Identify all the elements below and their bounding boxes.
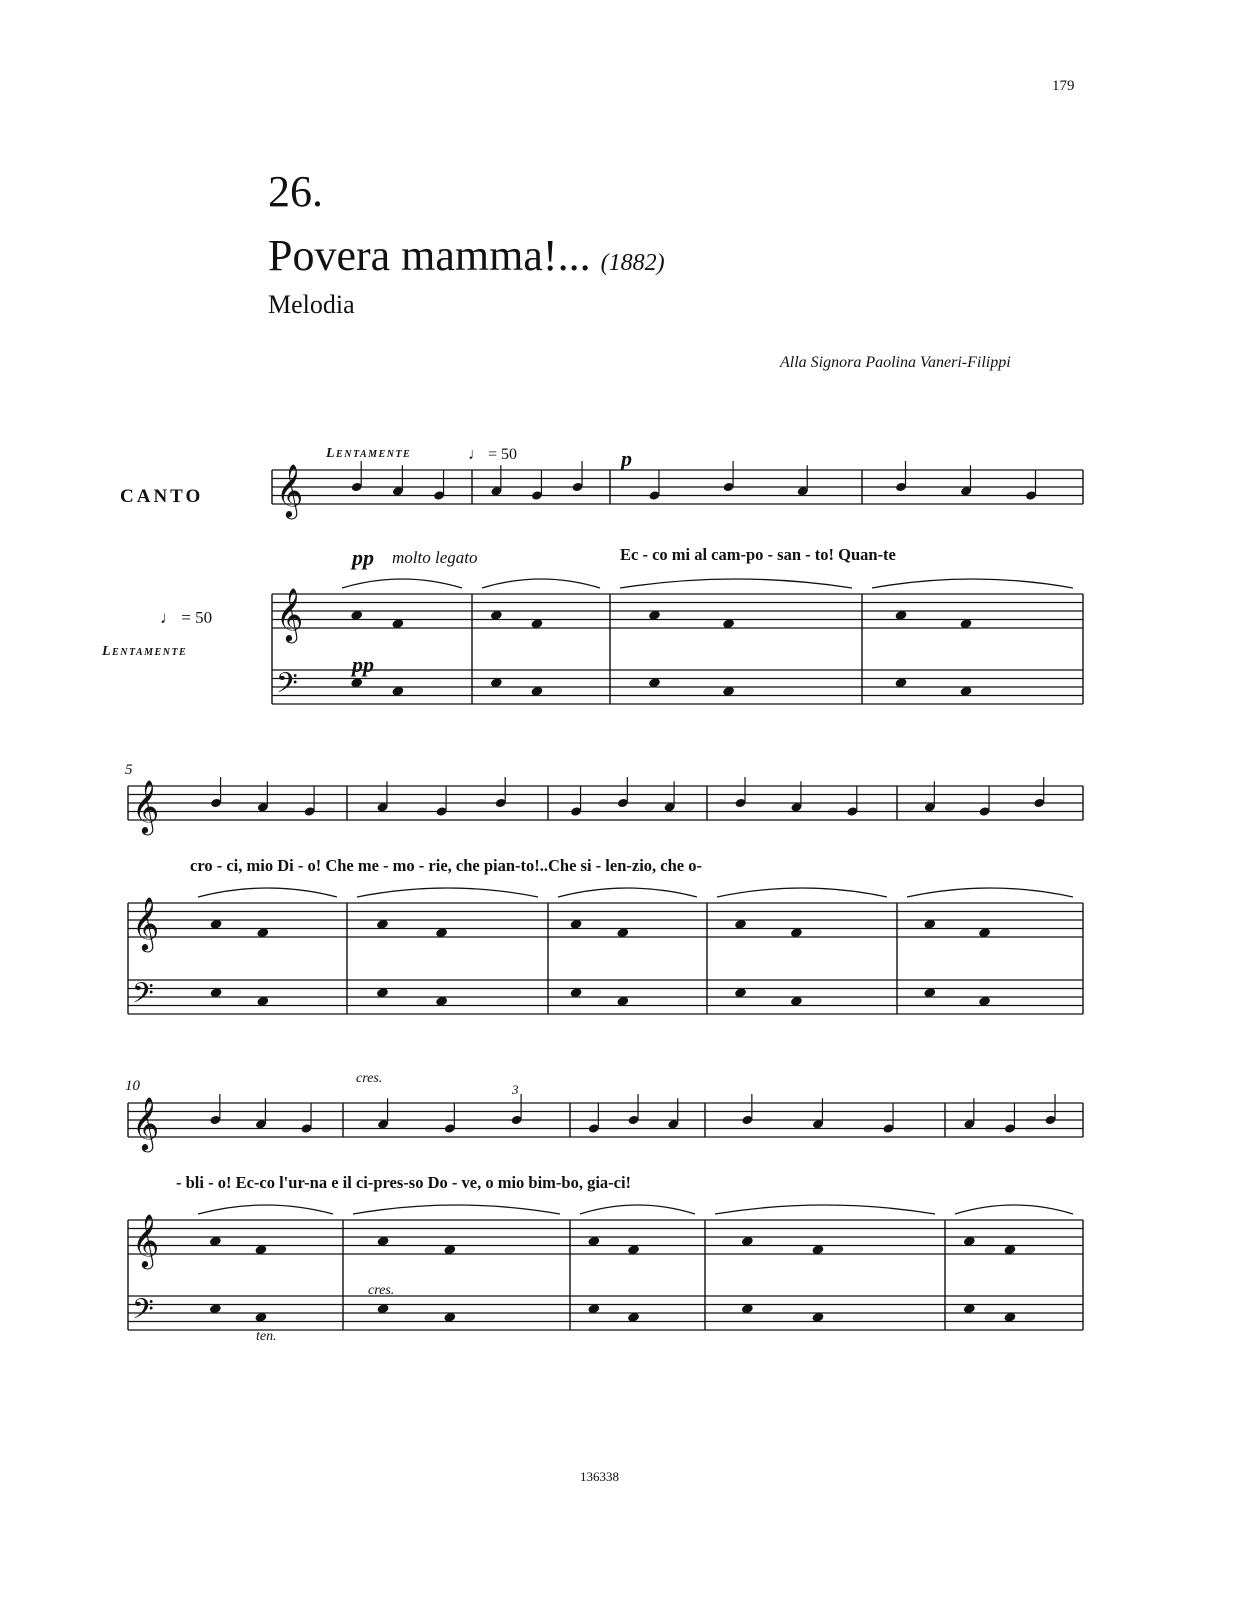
triplet-number: 3 [512,1082,519,1097]
slur [353,1205,560,1214]
piece-genre: Melodia [268,290,355,319]
lyrics-system-1: Ec - co mi al cam-po - san - to! Quan-te [620,545,896,564]
slur [342,579,462,588]
piece-title-text: Povera mamma!... [268,231,591,280]
bass-clef: 𝄢 [276,667,298,707]
tempo-marking-piano: Lentamente [102,644,188,659]
slur [620,579,852,588]
treble-clef: 𝄞 [276,587,304,641]
metronome-marking-piano: ♩ = 50 [160,608,213,627]
footer-plate-number: 136338 [580,1469,619,1484]
slur [580,1205,695,1214]
slur [198,1205,333,1214]
slur [872,579,1073,588]
barlines [128,470,1083,1330]
measure-number-5: 5 [125,762,133,778]
cres-voice: cres. [356,1071,383,1086]
bass-clef: 𝄢 [132,1293,154,1333]
ten-marking: ten. [256,1329,277,1344]
dynamic-p-voice: p [621,446,632,471]
cres-piano: cres. [368,1283,395,1298]
slur [357,888,538,897]
metronome-marking-canto: ♩ = 50 [468,446,518,463]
treble-clef: 𝄞 [132,779,160,833]
slur [198,888,337,897]
dynamic-pp-piano-left: pp [352,652,374,677]
slur [717,888,887,897]
lyrics-system-2: cro - ci, mio Di - o! Che me - mo - rie, che pian-to!..Che si - len-zio, che o- [190,856,702,875]
lyrics-system-3: - bli - o! Ec-co l'ur-na e il ci-pres-so Do - ve, o mio bim-bo, gia-ci! [176,1173,632,1192]
slur [715,1205,935,1214]
slur [907,888,1073,897]
dynamic-pp-piano-right: pp [352,545,374,570]
voice-label: CANTO [120,486,204,507]
page-number: 179 [1052,78,1075,94]
treble-clef: 𝄞 [132,896,160,950]
piece-number: 26. [268,167,323,216]
piece-year: (1882) [600,250,665,276]
slur [558,888,697,897]
dedication: Alla Signora Paolina Vaneri-Filippi [780,354,1011,371]
treble-clef: 𝄞 [132,1096,160,1150]
slur [482,579,600,588]
tempo-marking-canto: Lentamente [326,446,412,461]
clefs [132,463,303,1333]
expression-molto-legato: molto legato [392,548,478,567]
slur [955,1205,1073,1214]
treble-clef: 𝄞 [276,463,304,517]
noteheads [209,461,1057,1323]
bass-clef: 𝄢 [132,977,154,1017]
staff-lines [128,470,1083,1330]
treble-clef: 𝄞 [132,1213,160,1267]
measure-number-10: 10 [125,1078,140,1094]
